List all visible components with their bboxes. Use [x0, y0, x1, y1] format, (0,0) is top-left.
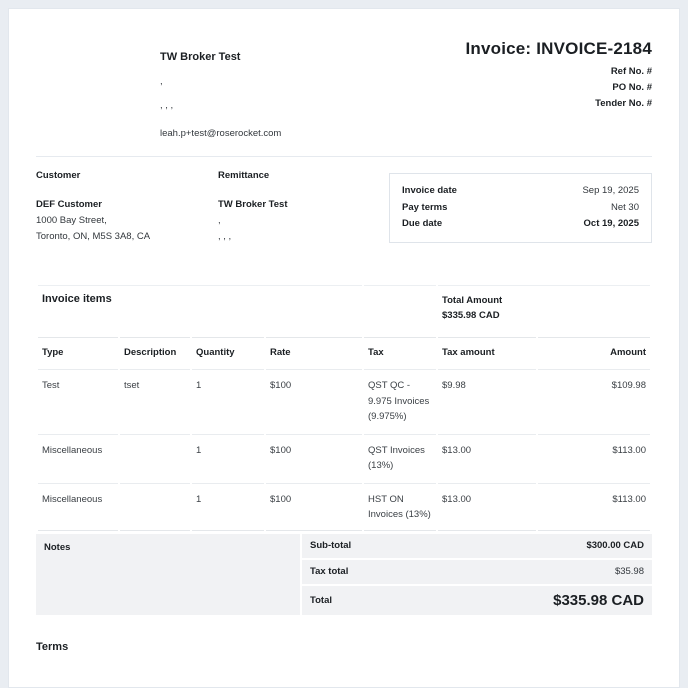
due-date-label: Due date [402, 218, 443, 229]
cell-amount: $113.00 [538, 483, 650, 531]
ref-no: Ref No. # [610, 66, 652, 77]
table-row [38, 369, 650, 432]
total-amount-value: $335.98 CAD [442, 310, 500, 321]
cell-description: tset [120, 369, 190, 432]
po-no: PO No. # [612, 82, 652, 93]
invoice-date-row [402, 183, 639, 200]
due-date-value: Oct 19, 2025 [583, 218, 639, 229]
invoice-header [36, 39, 652, 139]
column-tax-amount: Tax amount [438, 337, 536, 367]
broker-address-line-2: , , , [160, 100, 174, 111]
subtotal-value: $300.00 CAD [586, 540, 644, 551]
cell-type: Miscellaneous [38, 434, 118, 481]
column-tax: Tax [364, 337, 436, 367]
parties-section [36, 170, 652, 245]
cell-description [120, 434, 190, 481]
items-title-row [38, 285, 650, 335]
invoice-date-label: Invoice date [402, 185, 457, 196]
column-quantity: Quantity [192, 337, 264, 367]
cell-tax-amount: $9.98 [438, 369, 536, 432]
invoice-date-value: Sep 19, 2025 [582, 185, 639, 196]
header-divider [36, 156, 652, 157]
tax-total-row [302, 560, 652, 584]
column-description: Description [120, 337, 190, 367]
remittance-heading: Remittance [218, 170, 270, 181]
remittance-line-1: , [218, 215, 221, 226]
column-type: Type [38, 337, 118, 367]
grand-total-row [302, 586, 652, 615]
cell-quantity: 1 [192, 369, 264, 432]
tender-no: Tender No. # [595, 98, 652, 109]
cell-tax-amount: $13.00 [438, 434, 536, 481]
notes-label: Notes [36, 534, 300, 615]
cell-quantity: 1 [192, 483, 264, 531]
invoice-items-table [36, 283, 652, 533]
broker-address-line-1: , [160, 76, 163, 87]
pay-terms-label: Pay terms [402, 201, 448, 213]
items-title-spacer [364, 285, 436, 335]
column-amount: Amount [538, 337, 650, 367]
column-rate: Rate [266, 337, 362, 367]
cell-amount: $113.00 [538, 434, 650, 481]
table-row [38, 434, 650, 481]
invoice-document [8, 8, 680, 688]
cell-type: Test [38, 369, 118, 432]
broker-email: leah.p+test@roserocket.com [160, 128, 282, 139]
customer-heading: Customer [36, 170, 81, 181]
cell-description [120, 483, 190, 531]
grand-total-value: $335.98 CAD [553, 591, 644, 609]
cell-rate: $100 [266, 483, 362, 531]
totals-section [36, 534, 652, 615]
grand-total-label: Total [310, 594, 332, 606]
totals-rows [302, 534, 652, 615]
cell-rate: $100 [266, 434, 362, 481]
pay-terms-row [402, 200, 639, 217]
cell-rate: $100 [266, 369, 362, 432]
cell-tax: QST Invoices (13%) [364, 434, 436, 481]
cell-tax: HST ON Invoices (13%) [364, 483, 436, 531]
cell-tax-amount: $13.00 [438, 483, 536, 531]
subtotal-row [302, 534, 652, 558]
invoice-dates-box [389, 173, 652, 243]
remittance-block [218, 170, 389, 245]
tax-total-label: Tax total [310, 566, 349, 577]
cell-tax: QST QC - 9.975 Invoices (9.975%) [364, 369, 436, 432]
due-date-row [402, 216, 639, 233]
customer-name: DEF Customer [36, 199, 102, 210]
total-amount-label: Total Amount [442, 295, 503, 306]
tax-total-value: $35.98 [614, 566, 644, 577]
terms-heading: Terms [36, 640, 69, 653]
cell-quantity: 1 [192, 434, 264, 481]
subtotal-label: Sub-total [310, 540, 352, 551]
remittance-line-2: , , , [218, 231, 232, 242]
cell-amount: $109.98 [538, 369, 650, 432]
cell-type: Miscellaneous [38, 483, 118, 531]
invoice-number-block [465, 39, 652, 112]
items-heading: Invoice items [38, 285, 362, 335]
broker-address-block [160, 39, 281, 139]
invoice-title: Invoice: INVOICE-2184 [465, 39, 652, 58]
remittance-name: TW Broker Test [218, 199, 288, 210]
customer-address-1: 1000 Bay Street, [36, 215, 107, 226]
table-row [38, 483, 650, 531]
broker-name: TW Broker Test [160, 51, 241, 63]
customer-address-2: Toronto, ON, M5S 3A8, CA [36, 231, 151, 242]
customer-block [36, 170, 218, 245]
total-amount-cell [438, 285, 650, 335]
pay-terms-value: Net 30 [611, 201, 639, 213]
items-header-row [38, 337, 650, 367]
